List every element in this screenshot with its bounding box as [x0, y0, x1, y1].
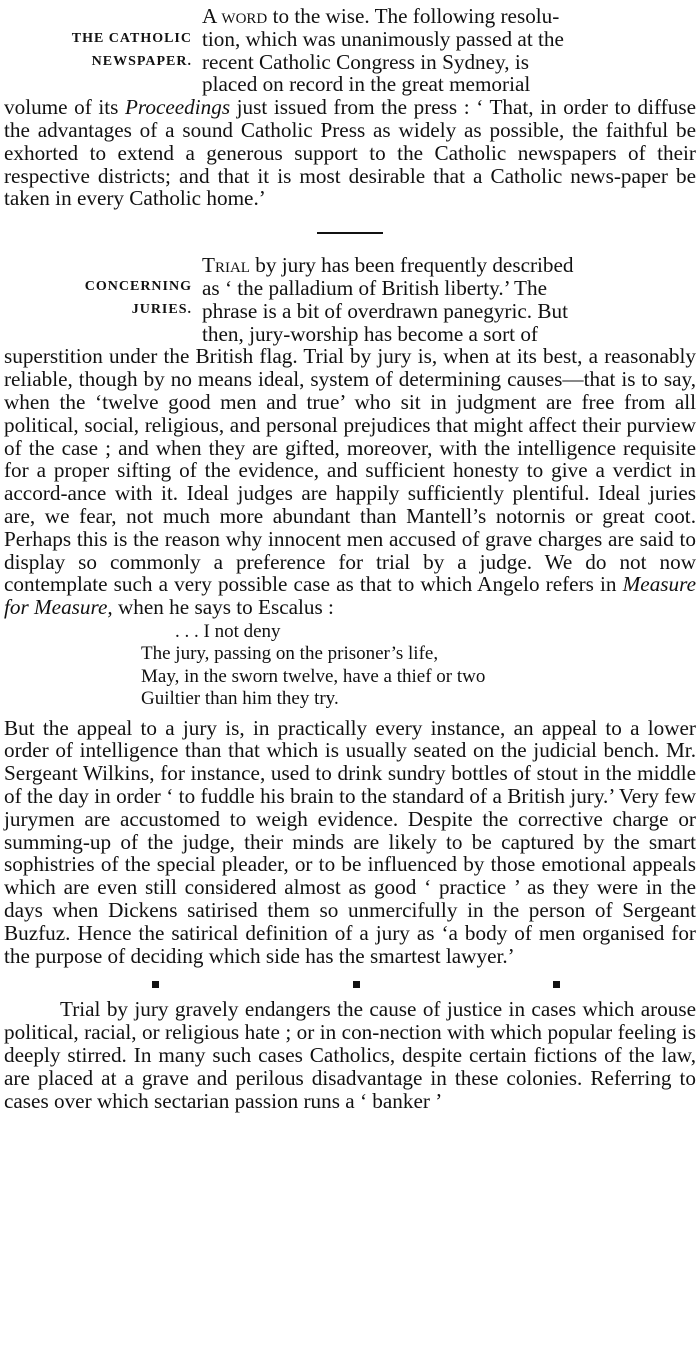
section1-lead-lines: A word to the wise. The following resolu- tion, which was unanimously passed at the recent Catholic Congress in Sydney, is placed on record in the great memorial [202, 4, 564, 97]
sidenote-line: THE CATHOLIC [71, 31, 192, 46]
verse-line: . . . I not deny [175, 620, 281, 642]
verse-line: The jury, passing on the prisoner’s life, [141, 643, 439, 665]
sidenote-line: NEWSPAPER. [91, 53, 192, 69]
sidenote-catholic-newspaper [4, 28, 192, 74]
sidenote-line: JURIES. [131, 301, 192, 317]
asterisk-mark [353, 981, 360, 988]
sidenote-concerning-juries [4, 276, 192, 322]
section-asterisks [152, 981, 560, 988]
section2-lead-lines: Trial by jury has been frequently described as ‘ the palladium of British liberty.’ The phrase is a bit of overdrawn panegyric. But then, jury-worship has become a sort of [202, 253, 574, 346]
verse-line: May, in the sworn twelve, have a thief or two [141, 665, 486, 687]
sidenote-line: CONCERNING [84, 279, 192, 295]
newspaper-page [4, 0, 696, 1112]
section-divider [317, 232, 383, 234]
section-catholic-newspaper [4, 0, 696, 210]
section-concerning-juries [4, 254, 696, 1112]
asterisk-mark [553, 981, 560, 988]
asterisk-mark [152, 981, 159, 988]
lead-word: A word [202, 4, 268, 28]
section2-body: superstition under the British flag. Trial by jury is, when at its best, a reasonably reliable, though by no means ideal, system of determining causes—that is to say, when the ‘twelve good men and true’ who sit in judgment are free from all political, social, religious, and personal prejudices that might affect their purview of the case ; and when they are gifted, moreover, with the intelligence requisite for a proper sifting of the evidence, and sufficient honesty to give a verdict in accord-ance with it. Ideal judges are happily sufficiently plentiful. Ideal juries are, we fear, not much more abundant than Mantell’s notornis or great coot. Perhaps this is the reason why innocent men accused of grave charges are said to display so commonly a preference for trial by a judge. We do not now contemplate such a very possible case as that to which Angelo refers in Measure for Measure, when he says to Escalus : [4, 344, 696, 620]
verse-line: Guiltier than him they try. [141, 688, 339, 710]
section2-paragraph3: Trial by jury gravely endangers the cause of justice in cases which arouse political, racial, or religious hate ; or in con-nection with which popular feeling is deeply stirred. In many such cases Catholics, despite certain fictions of the law, are placed at a grave and perilous disadvantage in these colonies. Referring to cases over which sectarian passion runs a ‘ banker ’ [4, 997, 696, 1113]
section1-body: volume of its Proceedings just issued from the press : ‘ That, in order to diffuse the advantages of a sound Catholic Press as widely as possible, the faithful be exhorted to extend a generous support to the Catholic newspapers of their respective districts; and that it is most desirable that a Catholic news-paper be taken in every Catholic home.’ [4, 95, 696, 211]
section2-paragraph2: But the appeal to a jury is, in practically every instance, an appeal to a lower order of intelligence than that which is usually seated on the judicial bench. Mr. Sergeant Wilkins, for instance, used to drink sundry bottles of stout in the middle of the day in order ‘ to fuddle his brain to the standard of a British jury.’ Very few jurymen are accustomed to weigh evidence. Despite the corrective charge or summing-up of the judge, their minds are likely to be captured by the smart sophistries of the special pleader, or to be influenced by those emotional appeals which are even still considered almost as good ‘ practice ’ as they were in the days when Dickens satirised them so unmercifully in the person of Sergeant Buzfuz. Hence the satirical definition of a jury as ‘a body of men organised for the purpose of deciding which side has the smartest lawyer.’ [4, 715, 696, 968]
lead-word: Trial [202, 253, 250, 278]
verse-quotation [141, 621, 696, 711]
